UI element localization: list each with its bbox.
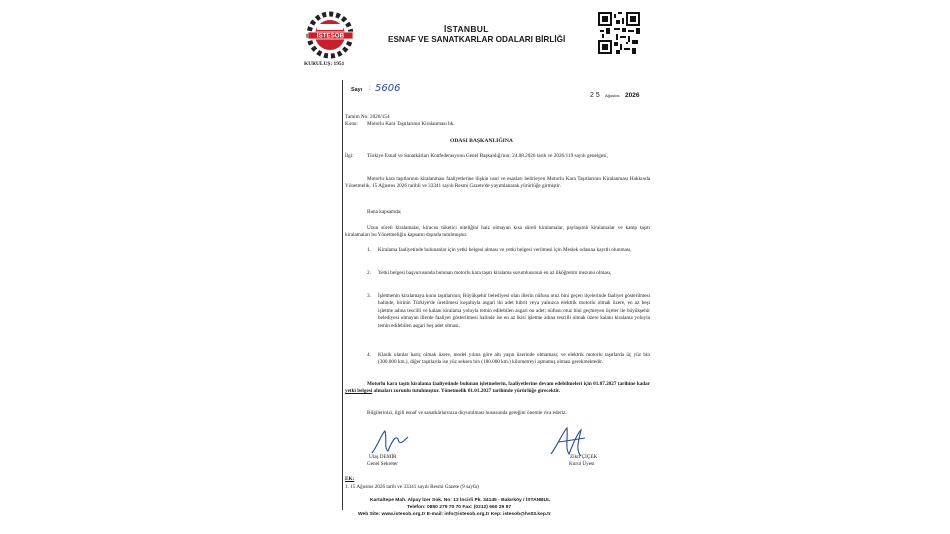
sayi-value: 5606 (375, 83, 401, 94)
footer-web: Web Site: www.istesob.org.tr E-mail: info@istesob.org.tr Kep: istesob@hs03.kep.tr (358, 512, 551, 517)
deadline-part2: almaları zorunlu tutulmuştur. Yönetmelik 01.01.2027 tarihinde yürürlüğe girecektir. (373, 388, 561, 395)
date-month: Ağustos (605, 93, 620, 98)
date-year: 2026 (625, 92, 640, 99)
list-item: İşletmenin kiralamaya konu taşıtlarının; Büyükşehir belediyesi olan illerin nüfusu otuz bini geçen ilçelerinde faaliyet gösterilmesi halinde, birinin Türkiye'de üretilmesi koşuluyla asgari iki adet hibrit veya yalnızca elektrik motorlu olmak üzere, en az beşi işletme adına tescilli ve kalanı kiralama yoluyla temin edilebilen asgari on adet; nüfusu otuz bini geçmeyen ilçeler ile büyükşehir belediyesi olmayan illerde faaliyet gösterilmesi halinde ise en az ikisi işletme adına tescilli olmak üzere kalanı kiralama yoluyla temin edilebilen asgari beş adet olması, (378, 293, 650, 329)
paragraph-scope: Buna kapsamda; (367, 209, 402, 215)
signature-left (368, 427, 413, 457)
sayi-colon: : (369, 86, 371, 92)
paragraph-deadline (345, 381, 650, 396)
ek-label: EK: (345, 476, 355, 482)
tamim-no: Tamim No: 2026/154 (345, 114, 390, 120)
deadline-underlined: yetki belgesi (345, 388, 373, 395)
closing-sentence: Bilgilerinizi, ilgili esnaf ve sanatkârlarınıza duyurulması hususunda gereğini önemle rica ederiz. (367, 410, 567, 416)
footer-phone: Telefon: 0850 279 70 70 Fax: (0212) 660 29 97 (407, 505, 512, 510)
istesob-logo (303, 10, 358, 60)
org-line1: İSTANBUL (444, 24, 489, 34)
list-item: Yetki belgesi başvurusunda bulunan motorlu kara taşıtı kiralama sorumlusunun en az ilköğretim mezunu olması, (378, 270, 612, 276)
sayi-label: Sayı (351, 87, 363, 93)
paragraph-exclusions: Uzun süreli kiralamalar, kiracısı tüketici niteliğini haiz olmayan kısa süreli kiralamalar, paylaşımlı kiralamalar ve kamp taşıtı kiralamaları bu Yönetmeliğin kapsamı dışında tutulmuştur. (345, 225, 650, 239)
signatory-left-title: Genel Sekreter (367, 461, 398, 467)
list-item-number: 2. (367, 270, 371, 276)
footer-address: Kartaltepe Mah. Alpay İzer Sok. No: 12 İncirli Pk. 34145 - Bakırköy / İSTANBUL (370, 498, 551, 503)
list-item-number: 4. (367, 352, 371, 358)
konu-value: Motorlu Kara Taşıtlarının Kiralanması hk. (367, 121, 455, 127)
deadline-part1: Motorlu kara taşıtı kiralama faaliyetinde bulunan işletmelerin, faaliyetlerine devam edebilmeleri için 01.07.2027 tarihine kadar (367, 381, 650, 387)
signatory-right-name: Zikri ÇİÇEK (570, 454, 598, 460)
logo-text: İSTESOB (316, 32, 345, 40)
paragraph-regulation: Motorlu kara taşıtlarının kiralanması faaliyetlerine ilişkin usul ve esasları belirleyen Motorlu Kara Taşıtlarının Kiralanması Hakkında Yönetmelik, 15 Ağustos 2026 tarihli ve 33341 sayılı Resmi Gazete'de yayımlanarak yürürlüğe girmiştir. (345, 176, 650, 190)
signatory-right-title: Kurul Üyesi (569, 461, 595, 467)
list-item-number: 1. (367, 247, 371, 253)
list-item: Kiralama faaliyetinde bulunanlar için yetki belgesi alması ve yetki belgesi verilmesi için Meslek odasına kayıtlı olunması, (378, 247, 632, 253)
date-day: 2 5 (590, 92, 600, 99)
org-line2: ESNAF VE SANATKARLAR ODALARI BİRLİĞİ (388, 35, 566, 44)
list-item-number: 3. (367, 293, 371, 299)
ek-item: 1. 15 Ağustos 2026 tarih ve 33341 sayılı Resmi Gazete (9 sayfa) (345, 484, 479, 490)
signatory-left-name: Ulaş DEMİR (369, 454, 397, 460)
list-item: Klasik olanlar hariç olmak üzere, model yılına göre altı yaşın üzerinde olmaması; ve elektrik motorlu taşıtlarda üç yüz bin (300.000 km.), diğer taşıtlarda ise yüz seksen bin (180.000 km.) kilometreyi aşmamış olması gerekmektedir. (378, 352, 650, 366)
founded-label: KURULUŞ: 1951 (304, 61, 345, 67)
ilgi-text: Türkiye Esnaf ve Sanatkârları Konfederasyonu Genel Başkanlığı'nın; 24.08.2026 tarih ve 2026/119 sayılı genelgesi, (367, 153, 608, 159)
ilgi-label: İlgi: (345, 153, 354, 159)
margin-rule (342, 80, 343, 510)
qr-code (598, 12, 640, 54)
addressee: ODASI BAŞKANLIĞINA (450, 138, 513, 144)
konu-label: Konu: (345, 121, 358, 127)
